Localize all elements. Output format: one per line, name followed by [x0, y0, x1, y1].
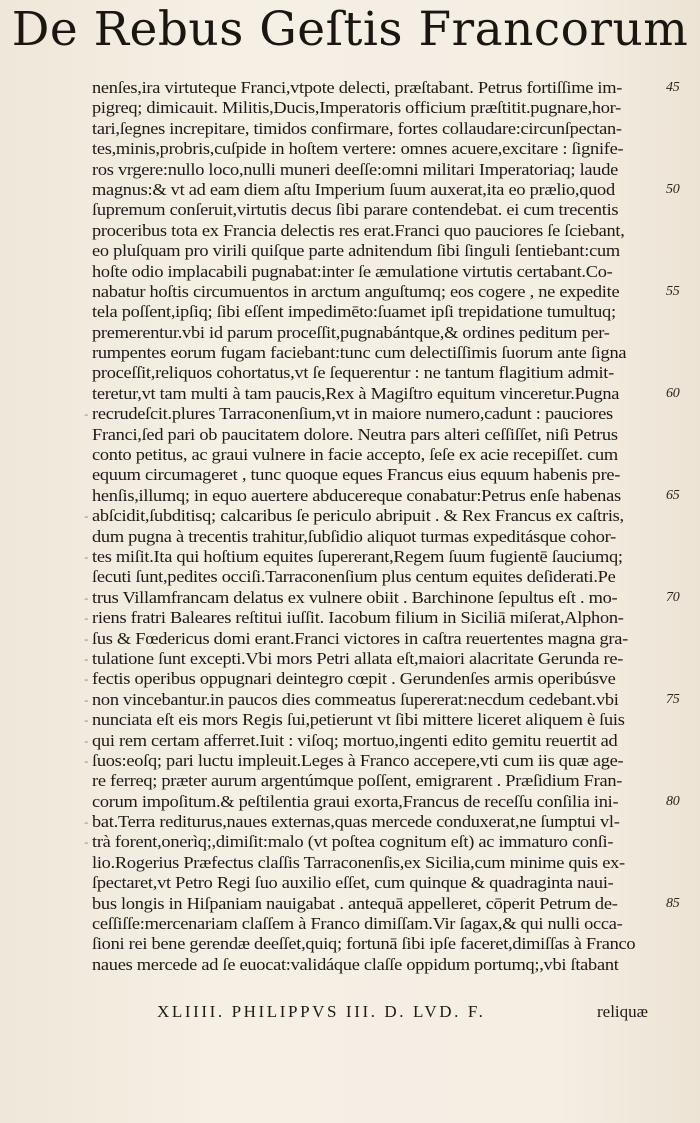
line-number: 80 [666, 793, 680, 809]
text-line [84, 750, 662, 771]
running-head: De Rebus Geſtis Francorum [11, 2, 689, 57]
margin-mark: - [84, 631, 88, 646]
text-line [92, 241, 662, 261]
margin-mark: - [84, 692, 88, 707]
text-line [84, 669, 662, 689]
text-body [84, 78, 680, 975]
line-text: tari,ſegnes increpitare, timidos confirmare, fortes collaudare:circunſpectan- [92, 118, 622, 138]
line-number: 60 [666, 385, 680, 401]
line-number: 70 [666, 589, 680, 605]
catchword: reliquæ [597, 1002, 648, 1021]
line-text: riens fratri Baleares reſtitui iuſſit. Iacobum filium in Siciliā miſerat,Alphon- [92, 608, 624, 628]
text-line [92, 425, 662, 445]
line-text: dum pugna à trecentis trahitur,ſubſidio aliquot turmas expeditásque cohor- [92, 526, 616, 546]
margin-mark: - [84, 713, 88, 728]
text-line [84, 608, 662, 628]
line-text: abſcidit,ſubditisq; calcaribus ſe periculo abripuit . & Rex Francus ex caſtris, [92, 506, 624, 526]
line-text: tela poſſent,ipſiq; ſibi eſſent impedimēto:ſuamet ipſi trepidatione tumultuq; [92, 302, 616, 322]
line-text: fectis operibus oppugnari deintegro cœpit . Gerundenſes armis operibúsve [92, 669, 616, 689]
line-number: 85 [666, 895, 680, 911]
margin-mark: - [84, 590, 88, 605]
line-text: bus longis in Hiſpaniam nauigabat . antequā appelleret, cōperit Petrum de- [92, 893, 618, 913]
text-line [92, 343, 662, 363]
line-text: tes miſit.Ita qui hoſtium equites ſupererant,Regem ſuum fugientē ſauciumq; [92, 546, 623, 566]
text-line [92, 262, 662, 282]
text-line [92, 139, 662, 159]
margin-mark: - [84, 549, 88, 564]
text-line [92, 527, 662, 547]
line-text: bat.Terra rediturus,naues externas,quas mercede conduxerat,ne ſumptui vl- [92, 812, 620, 832]
text-line [84, 648, 662, 669]
text-line [92, 893, 680, 914]
text-line [92, 485, 680, 506]
text-line [92, 160, 662, 180]
line-text: magnus:& vt ad eam diem aſtu Imperium ſuum auxerat,ita eo prælio,quod [92, 179, 615, 199]
line-text: premerentur.vbi id parum proceſſit,pugnabántque,& ordines peditum per- [92, 322, 610, 342]
text-line [92, 465, 662, 485]
line-text: eo pluſquam pro virili quiſque parte adnitendum ſibi ſinguli ſentiebant:cum [92, 241, 620, 261]
text-line [92, 281, 680, 302]
margin-mark: - [84, 733, 88, 748]
text-line [84, 404, 662, 424]
margin-mark: - [84, 407, 88, 422]
line-text: ceſſiſſe:mercenariam claſſem à Franco dimiſſam.Vir ſagax,& qui nulli occa- [92, 914, 623, 934]
line-text: re ferreq; præter aurum argentúmque poſſent, emigrarent . Præſidium Fran- [92, 771, 623, 791]
text-line [84, 730, 662, 751]
text-line [92, 873, 662, 893]
text-line [92, 934, 662, 954]
text-line [92, 955, 662, 975]
margin-mark: - [84, 835, 88, 850]
text-line [92, 98, 662, 118]
text-line [92, 363, 662, 383]
line-text: ſecuti ſunt,pedites occiſi.Tarraconenſium plus centum equites deſiderati.Pe [92, 567, 616, 587]
line-text: hoſte odio implacabili pugnabat:inter ſe æmulatione virtutis certabant.Co- [92, 261, 613, 281]
text-line [84, 506, 662, 526]
text-line [92, 791, 680, 812]
line-text: teretur,vt tam multi à tam paucis,Rex à Magiſtro equitum vinceretur.Pugna [92, 383, 620, 403]
line-text: ſuos:eoſq; pari luctu impleuit.Leges à Franco accepere,vti cum iis quæ age- [92, 750, 624, 770]
text-line [84, 628, 662, 649]
line-text: Franci,ſed pari ob paucitatem dolore. Neutra pars alteri ceſſiſſet, niſi Petrus [92, 424, 618, 444]
line-text: trà forent,onerìq;,dimiſit:malo (vt poſtea cognitum eſt) ac immaturo conſi- [92, 832, 614, 852]
text-line [92, 445, 662, 465]
line-text: lio.Rogerius Præfectus claſſis Tarraconenſis,ex Sicilia,cum minime quis ex- [92, 852, 625, 872]
page-footer [157, 1001, 667, 1023]
text-line [84, 689, 680, 710]
text-line [92, 853, 662, 873]
line-text: nenſes,ira virtuteque Franci,vtpote delecti, præſtabant. Petrus fortiſſime im- [92, 78, 623, 97]
line-text: henſis,illumq; in equo auertere abducereque conabatur:Petrus enſe habenas [92, 485, 621, 505]
line-text: corum impoſitum.& peſtilentia graui exorta,Francus de receſſu conſilia ini- [92, 791, 619, 811]
text-line [92, 200, 662, 220]
text-line [84, 587, 680, 608]
margin-mark: - [84, 815, 88, 830]
text-line [92, 914, 662, 934]
line-text: ſus & Fœdericus domi erant.Franci victores in caſtra reuertentes magna gra- [92, 628, 628, 648]
line-text: ſioni rei bene gerendæ deeſſet,quiq; fortunā ſibi ipſe faceret,dimiſſas à Franco [92, 934, 636, 954]
margin-mark: - [84, 611, 88, 626]
line-number: 65 [666, 487, 680, 503]
line-text: proceſſit,reliquos cohortatus,vt ſe ſequerentur : ne tantum flagitium admit- [92, 363, 614, 383]
line-text: non vincebantur.in paucos dies commeatus ſupererat:necdum cedebant.vbi [92, 689, 619, 709]
line-text: naues mercede ad ſe euocat:validáque claſſe oppidum portumq;,vbi ſtabant [92, 954, 619, 974]
line-number: 55 [666, 283, 680, 299]
line-text: qui rem certam afferret.Iuit : viſoq; mortuo,ingenti edito gemitu reuertit ad [92, 730, 618, 750]
line-text: recrudeſcit.plures Tarraconenſium,vt in maiore numero,cadunt : pauciores [92, 404, 613, 424]
text-line [92, 771, 662, 791]
margin-mark: - [84, 509, 88, 524]
line-text: trus Villamfrancam delatus ex vulnere obiit . Barchinone ſepultus eſt . mo- [92, 587, 618, 607]
line-number: 50 [666, 181, 680, 197]
line-text: nunciata eſt eis mors Regis ſui,petierunt vt ſibi mittere liceret aliquem è ſuis [92, 710, 625, 730]
line-text: proceribus tota ex Francia delectis res erat.Franci quo pauciores ſe ſciebant, [92, 220, 625, 240]
margin-mark: - [84, 672, 88, 687]
line-text: pigreq; dimicauit. Militis,Ducis,Imperatoris officium præſtitit.pugnare,hor- [92, 98, 621, 118]
text-line [92, 323, 662, 343]
text-line [92, 567, 662, 587]
text-line [84, 710, 662, 730]
line-text: ſupremum conſeruit,virtutis decus ſibi parare contendebat. ei cum trecentis [92, 200, 619, 220]
line-text: rumpentes eorum fugam faciebant:tunc cum delectiſſimis ſuorum ante ſigna [92, 343, 627, 363]
gathering-signature: XLIIII. PHILIPPVS III. D. LVD. F. [157, 1002, 486, 1021]
text-line [92, 221, 662, 241]
text-line [92, 179, 680, 200]
line-text: ros vrgere:nullo loco,nulli muneri deeſſe:omni militari Imperatoriaq; laude [92, 159, 618, 179]
line-number: 45 [666, 80, 680, 95]
text-line [92, 383, 680, 404]
margin-mark: - [84, 651, 88, 666]
text-line [84, 812, 662, 832]
line-text: tes,minis,probris,cuſpide in hoſtem vertere: omnes acuere,excitare : ſignife- [92, 139, 624, 159]
text-line [92, 302, 662, 322]
margin-mark: - [84, 753, 88, 768]
line-number: 75 [666, 691, 680, 707]
line-text: tulatione ſunt excepti.Vbi mors Petri allata eſt,maiori alacritate Gerunda re- [92, 648, 624, 668]
line-text: ſpectaret,vt Petro Regi ſuo auxilio eſſet, cum quinque & quadraginta naui- [92, 873, 614, 893]
text-line [92, 119, 662, 139]
text-line [84, 832, 662, 852]
text-line [84, 546, 662, 567]
line-text: equum circumageret , tunc quoque eques Francus eius equum habenis pre- [92, 465, 621, 485]
line-text: conto petitus, ac graui vulnere in facie accepto, ſeſe ex acie recepiſſet. cum [92, 445, 618, 465]
line-text: nabatur hoſtis circumuentos in arctum anguſtumq; eos cogere , ne expedite [92, 281, 620, 301]
text-line [92, 78, 680, 98]
